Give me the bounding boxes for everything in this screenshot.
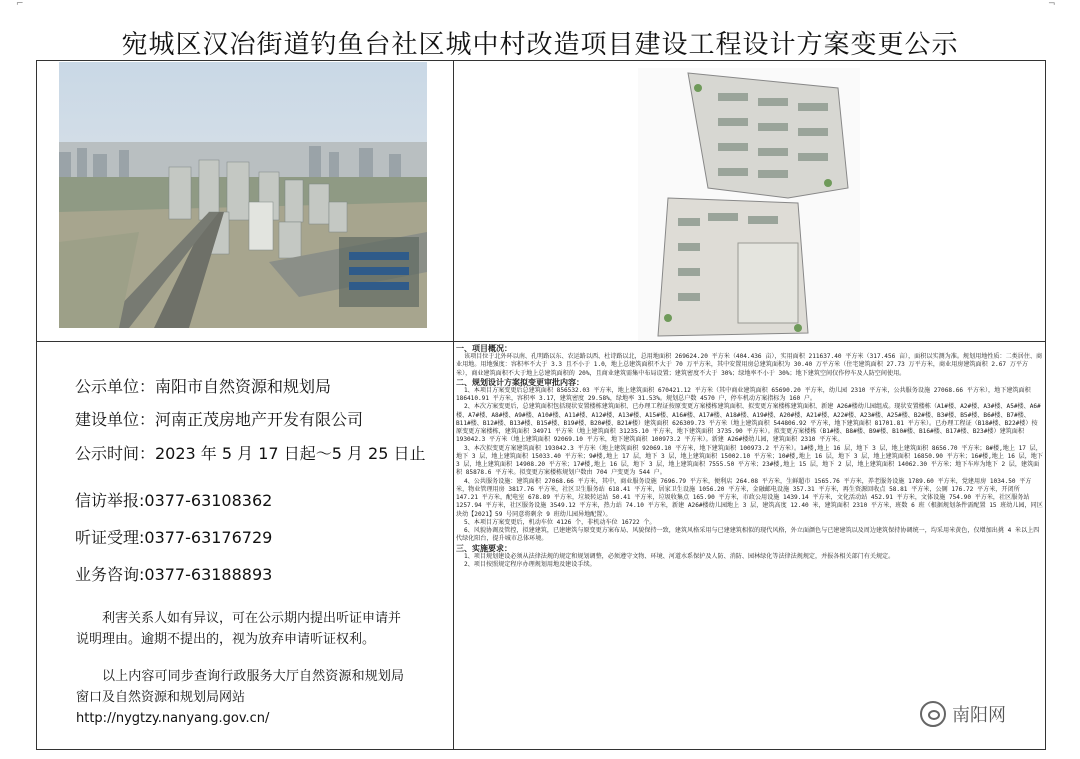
paragraph: 6、风貌协调及管控，拟建建筑，已建建筑与原变更方案布局、风貌保持一致，建筑风格采用与已建建筑相似的现代风格，外立面颜色与已建建筑以及周边建筑保持协调统一，均采用米黄色，仅增加出挑 4 米以上四代绿化阳台，提升城市总体环境。	[456, 527, 1040, 543]
watermark-text: 南阳网	[952, 705, 1006, 726]
corner-mark: ⌐	[16, 0, 24, 9]
table-divider	[36, 341, 1046, 342]
paragraph: 3、本次拟变更方案建筑面积 193042.3 平方米（地上建筑面积 92069.10 平方米，地下建筑面积 100973.2 平方米）。1#楼,地上 16 层，地下 3 层，地上建筑面积 8656.70 平方米；8#楼,地上 17 层，地下 3 层，地上建筑面积 15033.40 平方米；9#楼,地上 17 层，地下 3 层，地上建筑面积 15002.10 平方米；10#楼,地上 16 层，地下 3 层，地上建筑面积 16850.90 平方米；16#楼,地上 16 层，地下 3 层，地上建筑面积 14908.20 平方米；17#楼,地上 16 层，地下 3 层，地上建筑面积 7555.50 平方米；23#楼,地上 15 层，地下 2 层，地上建筑面积 14062.30 平方米；地下车库为地下 2 层，建筑面积 85878.6 平方米。拟变更方案楼栋规划户数由 704 户变更为 544 户。	[456, 444, 1043, 477]
complaint-phone: 信访举报:0377-63108362	[75, 491, 273, 510]
objection-note: 利害关系人如有异议，可在公示期内提出听证申请并说明理由。逾期不提出的，视为放弃申请听证权利。	[76, 611, 402, 647]
paragraph: 1、项目规划建设必须从法律法规的规定和规划调整，必须遵守文物、环境、河道水系保护及人防、消防、园林绿化等法律法规规定，并报各相关部门有关规定。	[464, 552, 895, 560]
website-link[interactable]: http://nygtzy.nanyang.gov.cn/	[76, 711, 270, 726]
publisher-line: 公示单位：南阳市自然资源和规划局	[75, 377, 332, 396]
change-details	[456, 344, 1043, 746]
period-line: 公示时间：2023 年 5 月 17 日起～5 月 25 日止	[75, 444, 426, 463]
consult-phone: 业务咨询:0377-63188893	[75, 565, 273, 584]
builder-line: 建设单位：河南正茂房地产开发有限公司	[75, 410, 364, 429]
hearing-phone: 听证受理:0377-63176729	[75, 528, 273, 547]
wechat-icon	[920, 701, 946, 727]
website-note: 以上内容可同步查询行政服务大厅自然资源和规划局窗口及自然资源和规划局网站 http://nygtzy.nanyang.gov.cn/	[76, 669, 404, 726]
section-heading: 二、规划设计方案拟变更审批内容：	[456, 377, 584, 387]
section-heading: 一、项目概况：	[456, 344, 512, 353]
section-heading: 三、实施要求：	[456, 543, 512, 553]
table-divider	[453, 60, 454, 750]
watermark	[920, 701, 1006, 727]
page-title: 宛城区汉冶街道钓鱼台社区城中村改造项目建设工程设计方案变更公示	[121, 30, 959, 60]
paragraph: 该项目位于北外环以南、孔明路以东、农运路以西、杜诗路以北，总用地面积 269624.20 平方米（404.436 亩），实用面积 211637.40 平方米（317.456 亩），面积以实测为准。规划用地性质：二类居住、商业用地。用地强度：容积率不大于 3.3 且不小于 1.0，地上总建筑面积不大于 70 万平方米，其中安置用房总建筑面积为 30.40 万平方米（住宅建筑面积 27.73 万平方米，商业用房建筑面积 2.67 万平方米），商业建筑面积不大于地上总建筑面积的 20%，且商业建筑需集中布局设置；建筑密度不大于 30%；绿地率不小于 30%；地下建筑空间仅作停车及人防空间使用。	[456, 353, 1043, 377]
paragraph: 4、公共服务设施：建筑面积 27068.66 平方米，其中，商业服务设施 7696.79 平方米，便利店 264.08 平方米，生鲜超市 1565.76 平方米，养老服务设施 1789.60 平方米，党建用房 1034.50 平方米，物业管理用房 3817.76 平方米，社区卫生服务站 618.41 平方米，居家卫生设施 1056.20 平方米，金融邮电设施 357.31 平方米，再生资源回收点 58.81 平方米，公厕 176.72 平方米，开闭所 147.21 平方米，配电室 678.89 平方米，垃圾转运站 50.41 平方米，垃圾收集点 165.90 平方米，市政公用设施 1439.14 平方米，文化活动站 452.91 平方米，文体设施 754.90 平方米，社区服务站 1257.94 平方米，社区服务设施 3549.12 平方米，热力站 74.10 平方米，新建 A26#楼幼儿园地上 3 层，建筑高度 12.40 米，建筑面积 2310 平方米，班数 6 班（根据规划条件需配置 15 班幼儿园，同区块幼【2021】59 号同意将剩余 9 班幼儿园异地配置）。	[456, 477, 1043, 518]
paragraph: 2、本次方案变更后，总建筑面积包括现状安置楼栋建筑面积、已办理工程证按原变更方案楼栋建筑面积、拟变更方案楼栋建筑面积、新建 A26#楼幼儿园组成。现状安置楼栋（A1#楼、A2#楼、A3#楼、A5#楼、A6#楼、A7#楼、A8#楼、A9#楼、A10#楼、A11#楼、A12#楼、A13#楼、A15#楼、A16#楼、A17#楼、A18#楼、A19#楼、A20#楼、A21#楼、A22#楼、A23#楼、A25#楼、B2#楼、B3#楼、B5#楼、B6#楼、B7#楼、B11#楼、B12#楼、B13#楼、B15#楼、B19#楼、B20#楼、B21#楼）建筑面积 626309.73 平方米（地上建筑面积 544806.92 平方米，地下建筑面积 81701.81 平方米）。已办理工程证（B18#楼、B22#楼）按原变更方案楼栋，建筑面积 34971 平方米（地上建筑面积 31235.10 平方米，地下建筑面积 3735.90 平方米）。拟变更方案楼栋（B1#楼、B8#楼、B9#楼、B10#楼、B16#楼、B17#楼、B23#楼）建筑面积 193042.3 平方米（地上建筑面积 92069.10 平方米，地下建筑面积 100973.2 平方米）。新建 A26#楼幼儿园，建筑面积 2310 平方米。	[456, 403, 1041, 444]
paragraph: 1、本项目方案变更后总建筑面积 856532.03 平方米，地上建筑面积 670421.12 平方米（其中商业建筑面积 65690.20 平方米，幼儿园 2310 平方米，公共服务设施 27068.66 平方米），地下建筑面积 186410.91 平方米，容积率 3.17，建筑密度 29.58%，绿地率 31.53%。规划总户数 4570 户，停车机动方案指标为 160 户。	[456, 386, 1031, 402]
corner-mark: ¬	[1048, 0, 1056, 9]
paragraph: 5、本项目方案变更后，机动车位 4126 个，非机动车位 16722 个。	[464, 518, 656, 526]
site-plan-map	[638, 68, 860, 341]
aerial-photo	[59, 62, 427, 328]
paragraph: 2、项目按照规定程序办理规划用地及建设手续。	[464, 560, 596, 568]
